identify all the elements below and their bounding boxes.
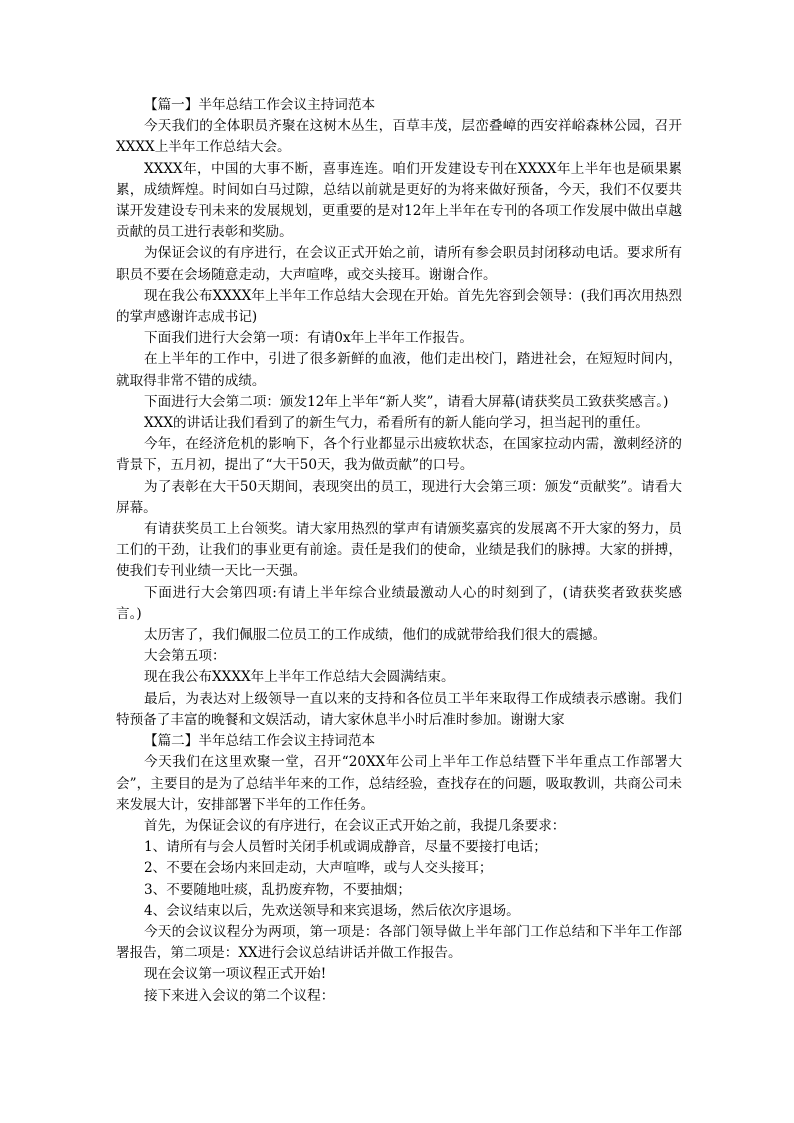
paragraph: 下面进行大会第二项：颁发12年上半年“新人奖”，请看大屏幕(请获奖员工致获奖感言。) — [144, 393, 669, 410]
section-heading-2: 【篇二】半年总结工作会议主持词范本 — [144, 733, 376, 750]
paragraph: 现在我公布XXXX年上半年工作总结大会圆满结束。 — [144, 669, 455, 686]
paragraph: 有请获奖员工上台领奖。请大家用热烈的掌声有请颁奖嘉宾的发展离不开大家的努力，员工们的干劲，让我们的事业更有前途。责任是我们的使命，业绩是我们的脉搏。大家的拼搏，使我们专刊业绩一天比一天强。 — [116, 521, 682, 580]
paragraph: XXX的讲话让我们看到了的新生气力，希看所有的新人能向学习，担当起刊的重任。 — [144, 415, 649, 432]
paragraph: 今天的会议议程分为两项，第一项是：各部门领导做上半年部门工作总结和下半年工作部署报告，第二项是：XX进行会议总结讲话并做工作报告。 — [116, 923, 682, 962]
paragraph: 现在会议第一项议程正式开始! — [144, 966, 327, 983]
paragraph: 下面进行大会第四项:有请上半年综合业绩最激动人心的时刻到了，(请获奖者致获奖感言。) — [116, 584, 682, 622]
paragraph: 为保证会议的有序进行，在会议正式开始之前，请所有参会职员封闭移动电话。要求所有职员不要在会场随意走动，大声喧哗，或交头接耳。谢谢合作。 — [116, 245, 682, 283]
paragraph: 现在我公布XXXX年上半年工作总结大会现在开始。首先先容到会领导：(我们再次用热烈的掌声感谢许志成书记) — [116, 287, 682, 326]
paragraph: 今天我们的全体职员齐聚在这树木丛生，百草丰茂，层峦叠嶂的西安祥峪森林公园，召开XXXX上半年工作总结大会。 — [116, 118, 682, 156]
paragraph: 为了表彰在大干50天期间，表现突出的员工，现进行大会第三项：颁发“贡献奖”。请看大屏幕。 — [116, 478, 682, 516]
paragraph: 在上半年的工作中，引进了很多新鲜的血液，他们走出校门，踏进社会，在短短时间内，就取得非常不错的成绩。 — [116, 351, 682, 389]
list-item: 4、会议结束以后，先欢送领导和来宾退场，然后依次序退场。 — [144, 902, 520, 919]
paragraph: 今年，在经济危机的影响下，各个行业都显示出疲软状态，在国家拉动内需，激刺经济的背景下，五月初，提出了“大干50天，我为做贡献”的口号。 — [116, 436, 682, 474]
paragraph: 大会第五项： — [144, 648, 226, 665]
paragraph: 下面我们进行大会第一项：有请0x年上半年工作报告。 — [144, 330, 473, 347]
paragraph: 接下来进入会议的第二个议程： — [144, 987, 335, 1004]
paragraph: 今天我们在这里欢聚一堂，召开“20XX年公司上半年工作总结暨下半年重点工作部署大会”，主要目的是为了总结半年来的工作，总结经验，查找存在的问题，吸取教训，共商公司未来发展大计，安排部署下半年的工作任务。 — [116, 754, 682, 813]
section-heading-1: 【篇一】半年总结工作会议主持词范本 — [144, 97, 376, 113]
list-item: 2、不要在会场内来回走动，大声喧哗，或与人交头接耳； — [144, 860, 493, 877]
list-item: 3、不要随地吐痰，乱扔废弃物，不要抽烟； — [144, 881, 411, 898]
paragraph: 最后，为表达对上级领导一直以来的支持和各位员工半年来取得工作成绩表示感谢。我们特预备了丰富的晚餐和文娱活动，请大家休息半小时后准时参加。谢谢大家 — [116, 690, 682, 728]
paragraph: 太历害了，我们佩服二位员工的工作成绩，他们的成就带给我们很大的震撼。 — [144, 627, 607, 644]
list-item: 1、请所有与会人员暂时关闭手机或调成静音，尽量不要接打电话； — [144, 839, 547, 856]
paragraph: 首先，为保证会议的有序进行，在会议正式开始之前，我提几条要求： — [144, 817, 566, 834]
document-body — [116, 95, 682, 1007]
paragraph: XXXX年，中国的大事不断，喜事连连。咱们开发建设专刊在XXXX年上半年也是硕果累累，成绩辉煌。时间如白马过隙，总结以前就是更好的为将来做好预备，今天，我们不仅要共谋开发建设专刊未来的发展规划，更重要的是对12年上半年在专刊的各项工作发展中做出卓越贡献的员工进行表彰和奖励。 — [116, 160, 682, 241]
